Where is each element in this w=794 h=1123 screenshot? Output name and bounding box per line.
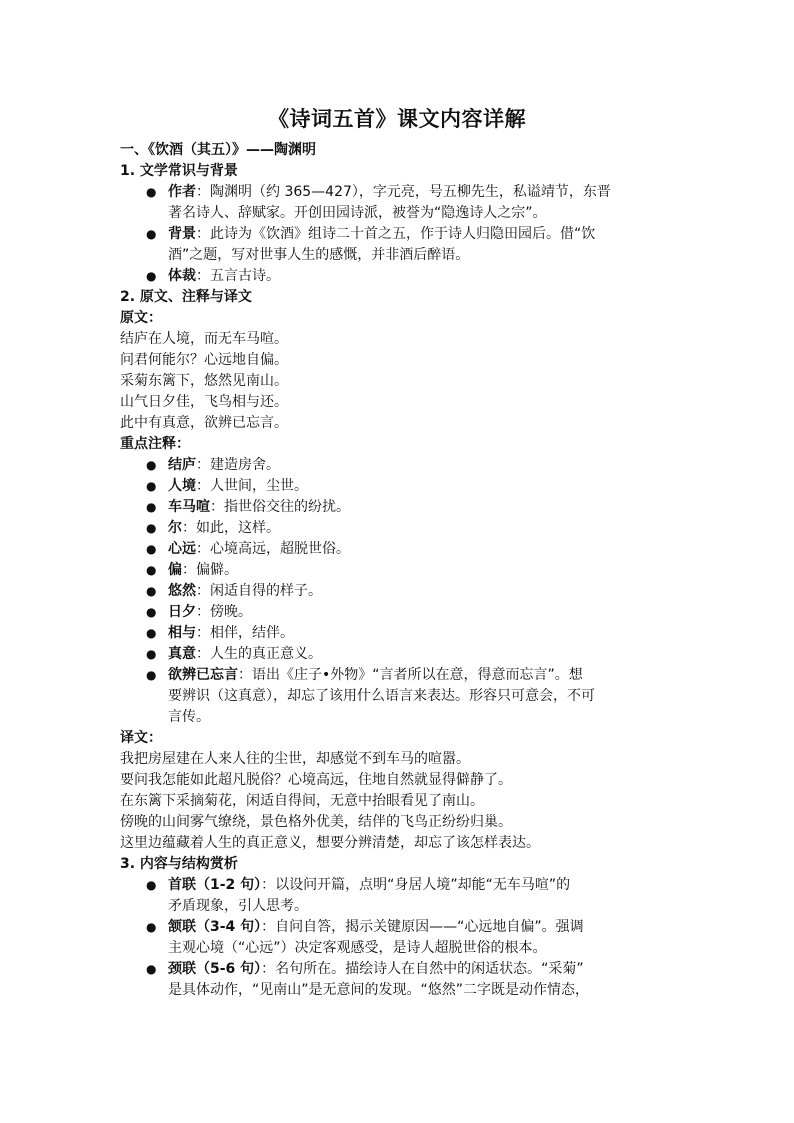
list-item: ● 体裁：五言古诗。: [120, 266, 680, 287]
list-item: ● 结庐：建造房舍。: [120, 455, 680, 476]
subsection-heading-3: 3. 内容与结构赏析: [120, 856, 238, 872]
list-item: ● 心远：心境高远，超脱世俗。: [120, 539, 680, 560]
list-item: ● 欲辨已忘言：语出《庄子•外物》“言者所以在意，得意而忘言”。想 要辨识（这真意），却忘了该用什么语言来表达。形容只可意会，不可 言传。: [146, 667, 595, 725]
bullet-icon: ●: [146, 626, 157, 640]
poem-line: 采菊东篱下，悠然见南山。: [120, 373, 288, 389]
bullet-icon: ●: [146, 458, 157, 472]
page-title: 《诗词五首》课文内容详解: [268, 107, 526, 131]
section-heading: 一、《饮酒（其五）》——陶渊明: [120, 142, 316, 158]
translation-line: 在东篱下采摘菊花，闲适自得间，无意中抬眼看见了南山。: [120, 793, 484, 809]
poem-line: 问君何能尔？心远地自偏。: [120, 352, 288, 368]
list-item: ● 颔联（3-4 句）：自问自答，揭示关键原因——“心远地自偏”。强调 主观心境（“心远”）决定客观感受，是诗人超脱世俗的根本。: [146, 919, 584, 956]
background-list: [120, 182, 680, 287]
poem-line: 结庐在人境，而无车马喧。: [120, 331, 288, 347]
bullet-icon: ●: [146, 605, 157, 619]
bullet-icon: ●: [146, 479, 157, 493]
list-item: ● 背景：此诗为《饮酒》组诗二十首之五，作于诗人归隐田园后。借“饮 酒”之题，写对世事人生的感慨，并非酒后醉语。: [146, 226, 596, 263]
bullet-icon: ●: [146, 500, 157, 514]
list-item: ● 悠然：闲适自得的样子。: [120, 581, 680, 602]
notes-list: [120, 455, 680, 728]
translation-label: 译文：: [120, 730, 162, 746]
list-item: ● 颈联（5-6 句）：名句所在。描绘诗人在自然中的闲适状态。“采菊” 是具体动作，“见南山”是无意间的发现。“悠然”二字既是动作情态，: [146, 961, 590, 998]
list-item: ● 相与：相伴，结伴。: [120, 623, 680, 644]
document-body: [120, 140, 680, 1001]
list-item: ● 偏：偏僻。: [120, 560, 680, 581]
bullet-icon: ●: [146, 647, 157, 661]
translation-line: 要问我怎能如此超凡脱俗？心境高远，住地自然就显得僻静了。: [120, 772, 512, 788]
translation-line: 我把房屋建在人来人往的尘世，却感觉不到车马的喧嚣。: [120, 751, 470, 767]
translation-line: 这里边蕴藏着人生的真正意义，想要分辨清楚，却忘了该怎样表达。: [120, 835, 540, 851]
bullet-icon: ●: [146, 668, 157, 682]
list-item: ● 人境：人世间，尘世。: [120, 476, 680, 497]
bullet-icon: ●: [146, 584, 157, 598]
notes-label: 重点注释：: [120, 436, 190, 452]
bullet-icon: ●: [146, 878, 157, 892]
poem-line: 此中有真意，欲辨已忘言。: [120, 415, 288, 431]
list-item: ● 尔：如此，这样。: [120, 518, 680, 539]
bullet-icon: ●: [146, 563, 157, 577]
bullet-icon: ●: [146, 920, 157, 934]
poem-line: 山气日夕佳，飞鸟相与还。: [120, 394, 288, 410]
translation-line: 傍晚的山间雾气缭绕，景色格外优美，结伴的飞鸟正纷纷归巢。: [120, 814, 512, 830]
list-item: ● 日夕：傍晚。: [120, 602, 680, 623]
bullet-icon: ●: [146, 962, 157, 976]
bullet-icon: ●: [146, 185, 157, 199]
bullet-icon: ●: [146, 227, 157, 241]
bullet-icon: ●: [146, 269, 157, 283]
list-item: ● 首联（1-2 句）：以设问开篇，点明“身居人境”却能“无车马喧”的 矛盾现象，引人思考。: [146, 877, 571, 914]
subsection-heading-2: 2. 原文、注释与译文: [120, 289, 252, 305]
bullet-icon: ●: [146, 542, 157, 556]
original-label: 原文：: [120, 310, 162, 326]
list-item: ● 作者：陶渊明（约 365—427），字元亮，号五柳先生，私谥靖节，东晋 著名诗人、辞赋家。开创田园诗派，被誉为“隐逸诗人之宗”。: [146, 184, 611, 221]
subsection-heading-1: 1. 文学常识与背景: [120, 163, 238, 179]
analysis-list: [120, 875, 680, 1001]
bullet-icon: ●: [146, 521, 157, 535]
list-item: ● 真意：人生的真正意义。: [120, 644, 680, 665]
list-item: ● 车马喧：指世俗交往的纷扰。: [120, 497, 680, 518]
